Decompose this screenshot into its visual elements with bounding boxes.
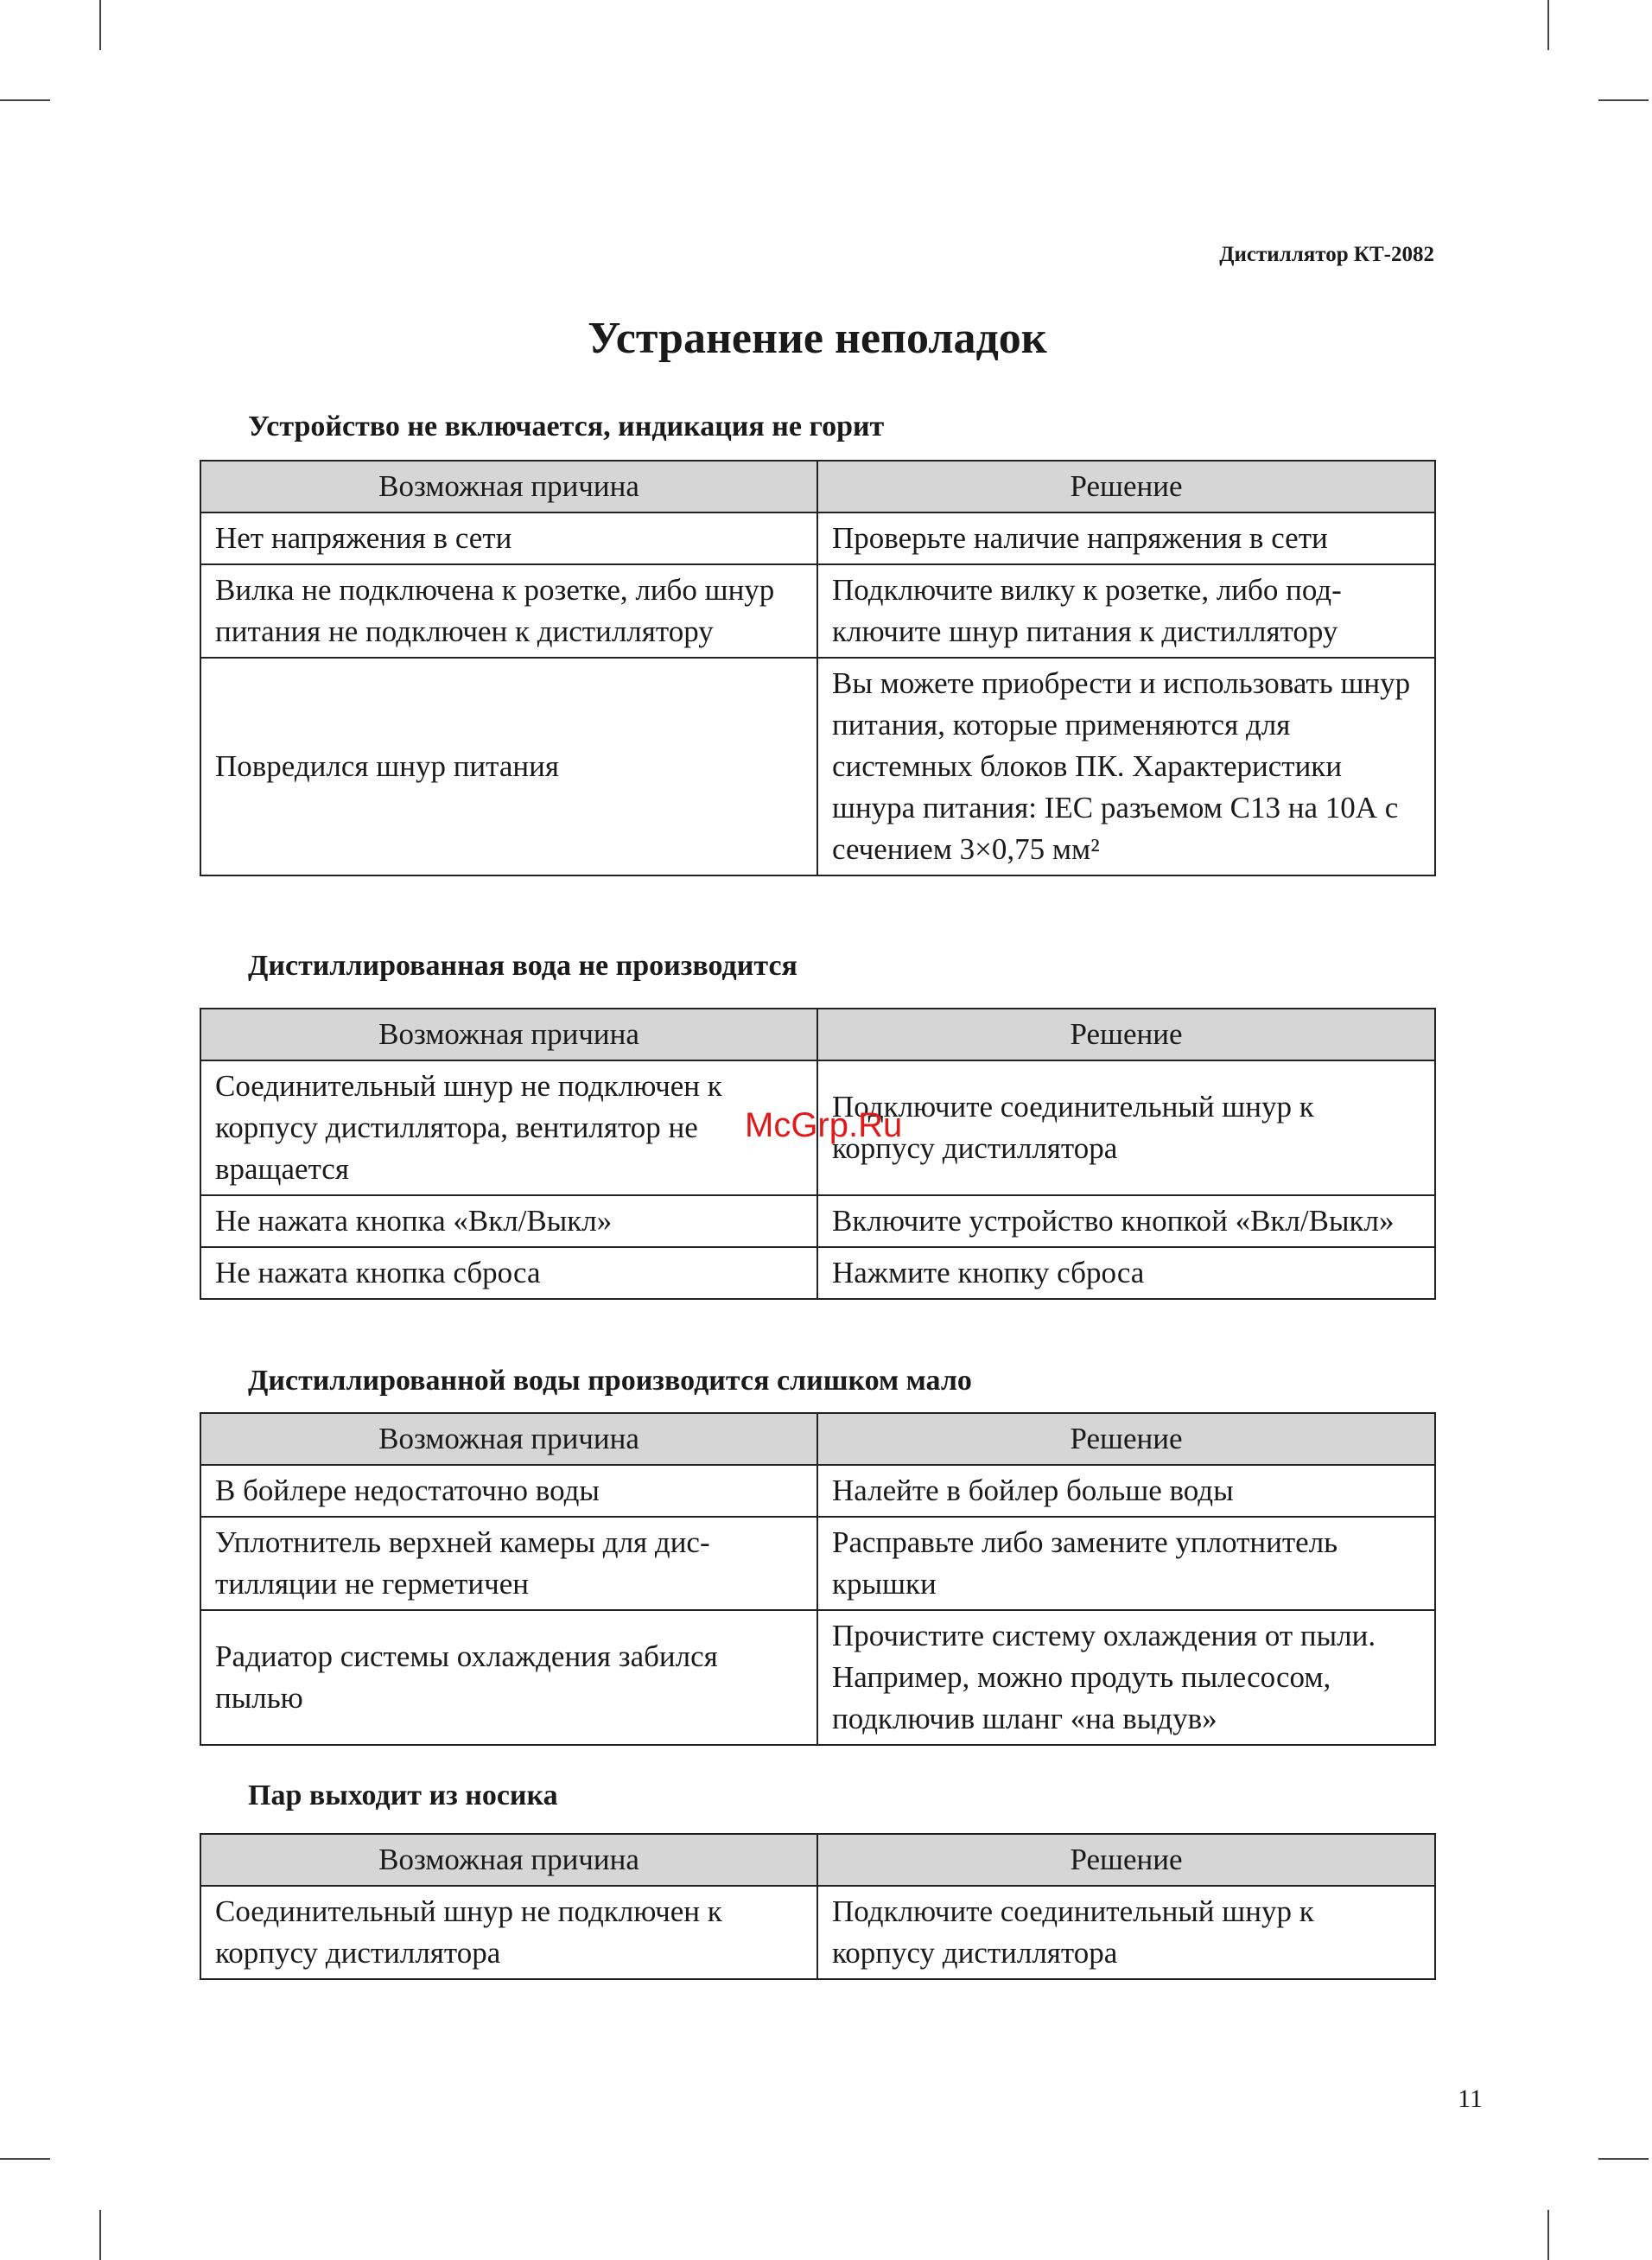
cause-cell: Не нажата кнопка сброса bbox=[200, 1247, 817, 1299]
table-header-row bbox=[200, 461, 1435, 512]
cause-cell: Соединительный шнур не подключен к корпусу дистиллятора, вентилятор не вращается bbox=[200, 1060, 817, 1195]
table-row bbox=[200, 1465, 1435, 1517]
crop-mark bbox=[1547, 2210, 1549, 2260]
column-header-solution: Решение bbox=[817, 1009, 1435, 1060]
cause-cell: Не нажата кнопка «Вкл/Выкл» bbox=[200, 1195, 817, 1247]
column-header-cause: Возможная причина bbox=[200, 1413, 817, 1465]
cause-cell: Вилка не подключена к розетке, либо шнур питания не подключен к дистиллятору bbox=[200, 564, 817, 658]
cause-cell: Уплотнитель верхней камеры для дистилляции не герметичен bbox=[200, 1517, 817, 1610]
table-header-row bbox=[200, 1009, 1435, 1060]
crop-mark bbox=[99, 0, 101, 50]
solution-cell: Вы можете приобрести и использовать шнур питания, которые применяются для системных блоков ПК. Характеристики шнура питания: IEC разъемом С13 на 10А с сечением 3×0,75 мм² bbox=[817, 658, 1435, 875]
cause-cell: Радиатор системы охлаждения забился пылью bbox=[200, 1610, 817, 1745]
column-header-solution: Решение bbox=[817, 1834, 1435, 1886]
page-title: Устранение неполадок bbox=[588, 314, 1047, 363]
crop-mark bbox=[99, 2210, 101, 2260]
crop-mark bbox=[1547, 0, 1549, 50]
cause-cell: Повредился шнур питания bbox=[200, 658, 817, 875]
table-header-row bbox=[200, 1413, 1435, 1465]
page-number: 11 bbox=[1458, 2085, 1483, 2113]
column-header-cause: Возможная причина bbox=[200, 461, 817, 512]
column-header-solution: Решение bbox=[817, 461, 1435, 512]
watermark: McGrp.Ru bbox=[745, 1106, 903, 1144]
table-row bbox=[200, 658, 1435, 875]
running-header: Дистиллятор КТ-2082 bbox=[1219, 243, 1434, 266]
solution-cell: Налейте в бойлер больше воды bbox=[817, 1465, 1435, 1517]
solution-cell: Подключите вилку к розетке, либо подключите шнур питания к дистиллятору bbox=[817, 564, 1435, 658]
crop-mark bbox=[1598, 99, 1649, 101]
table-row bbox=[200, 564, 1435, 658]
crop-mark bbox=[0, 2158, 50, 2160]
table-row bbox=[200, 1247, 1435, 1299]
troubleshooting-table bbox=[200, 460, 1436, 876]
table-row bbox=[200, 1517, 1435, 1610]
section-heading: Дистиллированная вода не производится bbox=[248, 950, 797, 982]
column-header-solution: Решение bbox=[817, 1413, 1435, 1465]
section-heading: Устройство не включается, индикация не горит bbox=[248, 411, 885, 442]
solution-cell: Подключите соединительный шнур к корпусу дистиллятора bbox=[817, 1060, 1435, 1195]
cause-cell: В бойлере недостаточно воды bbox=[200, 1465, 817, 1517]
crop-mark bbox=[0, 99, 50, 101]
solution-cell: Нажмите кнопку сброса bbox=[817, 1247, 1435, 1299]
column-header-cause: Возможная причина bbox=[200, 1009, 817, 1060]
solution-cell: Расправьте либо замените уплотнитель крышки bbox=[817, 1517, 1435, 1610]
solution-cell: Прочистите систему охлаждения от пыли. Например, можно продуть пылесосом, подключив шланг «на выдув» bbox=[817, 1610, 1435, 1745]
table-row bbox=[200, 1886, 1435, 1979]
table-row bbox=[200, 1610, 1435, 1745]
table-row bbox=[200, 512, 1435, 564]
solution-cell: Включите устройство кнопкой «Вкл/Выкл» bbox=[817, 1195, 1435, 1247]
column-header-cause: Возможная причина bbox=[200, 1834, 817, 1886]
crop-mark bbox=[1598, 2158, 1649, 2160]
solution-cell: Проверьте наличие напряжения в сети bbox=[817, 512, 1435, 564]
solution-cell: Подключите соединительный шнур к корпусу дистиллятора bbox=[817, 1886, 1435, 1979]
troubleshooting-table bbox=[200, 1833, 1436, 1980]
cause-cell: Соединительный шнур не подключен к корпусу дистиллятора bbox=[200, 1886, 817, 1979]
section-heading: Пар выходит из носика bbox=[248, 1779, 558, 1811]
cause-cell: Нет напряжения в сети bbox=[200, 512, 817, 564]
troubleshooting-table bbox=[200, 1412, 1436, 1746]
table-row bbox=[200, 1195, 1435, 1247]
table-header-row bbox=[200, 1834, 1435, 1886]
troubleshooting-table bbox=[200, 1008, 1436, 1300]
section-heading: Дистиллированной воды производится слишком мало bbox=[248, 1365, 972, 1397]
